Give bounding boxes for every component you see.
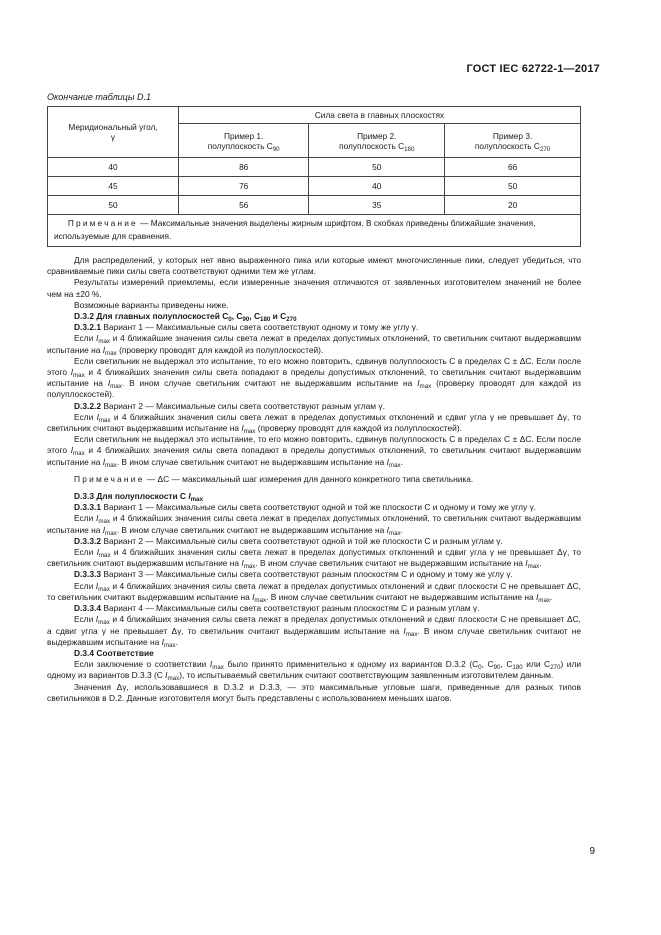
- text-run: . В ином случае светильник считают не выдержавшим испытание на: [116, 524, 387, 535]
- text-run: . В ином случае светильник считают не выдержавшим испытание на: [121, 378, 418, 389]
- text-run: 90: [493, 664, 501, 672]
- page-number: 9: [589, 846, 595, 857]
- text-run: I: [96, 411, 99, 422]
- text-run: max: [538, 596, 550, 604]
- paragraph: [47, 434, 581, 468]
- text-run: Вариант 1 — Максимальные силы света соответствуют одному и тому же углу γ.: [101, 322, 419, 333]
- text-run: max: [190, 496, 204, 504]
- text-run: Если: [74, 614, 96, 625]
- text-run: I: [95, 333, 99, 344]
- text-run: I: [241, 558, 244, 569]
- text-run: I: [161, 636, 164, 647]
- text-run: I: [188, 491, 191, 502]
- text-run: 90: [242, 316, 250, 324]
- table-cell: 86: [179, 158, 309, 177]
- paragraph: [47, 300, 581, 311]
- text-run: и 4 ближайших значения силы света лежат в пределах допустимых отклонений, то светильник считают выдержавшим испытание на: [47, 513, 581, 535]
- text-run: Значения Δγ, использовавшиеся в D.3.2 и D.3.3, — это максимальные угловые шаги, приведенные для разных типов светильников в D.2. Данные изготовителя могут быть представлены с использованием меньших шагов.: [47, 681, 581, 703]
- text-run: max: [388, 461, 401, 469]
- paragraph: [47, 581, 581, 603]
- text-run: D.3.3.3: [74, 569, 102, 580]
- text-run: max: [110, 383, 122, 391]
- text-run: Вариант 4 — Максимальные силы света соответствуют разным плоскостям С и разным углам γ.: [101, 603, 480, 614]
- table-cell: 45: [48, 177, 179, 196]
- text-run: max: [98, 416, 111, 424]
- text-run: max: [388, 529, 401, 537]
- text-run: Вариант 3 — Максимальные силы света соответствуют разным плоскостям С и одному и тому же углу γ.: [101, 569, 513, 580]
- text-run: и 4 ближайших значения силы света лежат в пределах допустимых отклонений и сдвиг плоскости С не превышает ΔС, то светильник считают выдержавшим испытание на: [47, 580, 581, 602]
- text-run: , С: [481, 659, 494, 670]
- text-run: I: [386, 456, 389, 467]
- text-run: (проверку проводят для каждой из полуплоскостей).: [47, 378, 581, 400]
- text-run: max: [212, 664, 224, 672]
- text-run: max: [73, 372, 85, 380]
- paragraph: [47, 401, 581, 412]
- paragraph: [47, 412, 581, 434]
- text-run: I: [525, 558, 528, 569]
- table-cell: 40: [309, 177, 445, 196]
- text-run: max: [73, 450, 85, 458]
- text-run: и 4 ближайших значения силы света лежат в пределах допустимых отклонений и сдвиг угла γ не превышает Δγ, то светильник считают выдержавшим испытание на: [47, 411, 581, 434]
- text-run: max: [243, 428, 256, 436]
- table-note: [48, 215, 581, 247]
- text-run: и 4 ближайших значения силы света лежат в пределах допустимых отклонений и сдвиг плоскости С не превышает ΔС, а сдвиг угла γ не превышает Δγ, то светильник считают выдержавшим испытание на: [47, 614, 581, 636]
- paragraph: [47, 569, 581, 580]
- text-run: max: [98, 619, 110, 627]
- header-meridional-angle-line2: γ: [110, 132, 116, 142]
- text-run: (проверку проводят для каждой из полуплоскостей).: [116, 344, 324, 355]
- text-run: I: [417, 378, 420, 389]
- text-run: I: [95, 614, 99, 625]
- text-run: Если: [74, 333, 96, 344]
- text-run: I: [241, 423, 244, 434]
- text-run: I: [102, 344, 106, 355]
- text-run: I: [96, 513, 99, 524]
- text-run: и 4 ближайших значения силы света лежат в пределах допустимых отклонений и сдвиг угла γ не превышает Δγ, то светильник считают выдержавшим испытание на: [47, 547, 581, 569]
- text-run: Для распределений, у которых нет явно выраженного пика или которые имеют многочисленные пики, следует убедиться, что сравниваемые пики силы света соответствуют одними тем же углам.: [47, 255, 581, 277]
- text-run: 270: [286, 316, 297, 324]
- paragraph: [47, 513, 581, 535]
- text-run: (проверку проводят для каждой из полуплоскостей).: [255, 423, 462, 434]
- paragraph: [47, 356, 581, 401]
- paragraph: [47, 547, 581, 569]
- table-note-text: — Максимальные значения выделены жирным шрифтом. В скобках приведены ближайшие значения, используемые для сравнения.: [54, 218, 536, 241]
- text-run: D.3.2.1: [74, 322, 102, 333]
- header-meridional-angle: [48, 107, 179, 158]
- text-run: max: [405, 630, 418, 638]
- text-run: I: [165, 670, 168, 681]
- text-run: и 4 ближайшие значения силы света лежат в пределах допустимых отклонений, то светильник считают выдержавшим испытание на: [47, 333, 581, 355]
- text-run: max: [98, 338, 111, 346]
- paragraph: [47, 536, 581, 547]
- text-run: , С: [249, 311, 260, 322]
- text-run: D.3.2.2: [74, 400, 102, 411]
- text-run: D.3.3.4: [74, 603, 102, 614]
- text-run: Результаты измерений приемлемы, если измеренные значения отличаются от заявленных изготовителем значений не более чем на ±20 %.: [47, 277, 581, 299]
- table-cell: 50: [48, 196, 179, 215]
- header-example-2-plane: полуплоскость $С_{180}$: [339, 140, 415, 153]
- paragraph: [47, 333, 581, 355]
- text-run: и 4 ближайших значения силы света попадают в пределы допустимых отклонений, то светильник считают выдержавшим испытание на: [47, 445, 582, 467]
- text-run: max: [163, 641, 176, 649]
- text-run: max: [419, 383, 432, 391]
- text-run: или С: [522, 659, 551, 670]
- header-example-1-plane: полуплоскость $С_{90}$: [207, 140, 280, 153]
- text-run: I: [107, 378, 111, 389]
- text-run: I: [102, 456, 106, 467]
- text-run: Если: [74, 513, 97, 524]
- paragraph: [47, 682, 581, 704]
- text-run: Если светильник не выдержал это испытание, то его можно повторить, сдвинув полуплоскость С в пределах С ± ΔС. Если после этого: [47, 355, 581, 378]
- table-cell: 66: [445, 158, 581, 177]
- header-example-2-title: Пример 2.: [357, 130, 397, 141]
- text-run: Возможные варианты приведены ниже.: [74, 299, 229, 310]
- text-run: I: [386, 524, 389, 535]
- text-run: Если: [74, 411, 97, 422]
- text-run: . В ином случае светильник считают не выдержавшим испытание на: [255, 558, 526, 569]
- text-run: . В ином случае светильник считают не выдержавшим испытание на: [47, 625, 582, 647]
- table-row: [48, 196, 581, 215]
- text-run: Если: [74, 580, 96, 591]
- paragraph: [47, 603, 581, 614]
- text-run: D.3.3.1: [74, 502, 102, 513]
- document-header: ГОСТ IEC 62722-1—2017: [466, 63, 600, 75]
- text-run: max: [105, 461, 117, 469]
- paragraph: [47, 255, 581, 277]
- text-run: I: [252, 591, 255, 602]
- paragraph: [47, 502, 581, 513]
- table-cell: 35: [309, 196, 445, 215]
- text-run: — ΔС — максимальный шаг измерения для данного конкретного типа светильника.: [144, 473, 474, 484]
- paragraph: [47, 648, 581, 659]
- text-run: Если заключение о соответствии: [74, 659, 210, 670]
- text-run: max: [98, 585, 110, 593]
- text-run: 0: [478, 664, 482, 672]
- text-run: I: [95, 580, 99, 591]
- text-run: D.3.2 Для главных полуплоскостей С: [74, 311, 229, 322]
- table-cell: 20: [445, 196, 581, 215]
- header-meridional-angle-line1: Меридиональный угол,: [68, 122, 158, 132]
- paragraph: [47, 659, 581, 681]
- text-run: и 4 ближайших значения силы света попадают в пределы допустимых отклонений, то светильник считают выдержавшим испытание на: [47, 367, 582, 389]
- table-cell: 50: [445, 177, 581, 196]
- text-run: Вариант 1 — Максимальные силы света соответствуют одной и той же плоскости С и одному и тому же углу γ.: [101, 502, 537, 513]
- text-run: max: [527, 563, 540, 571]
- text-run: и С: [270, 311, 287, 322]
- text-run: Если светильник не выдержал это испытание, то его можно повторить, сдвинув полуплоскость С в пределах С ± ΔС. Если после этого: [47, 434, 581, 456]
- header-example-3-plane: полуплоскость $С_{270}$: [474, 140, 551, 153]
- text-run: , С: [500, 659, 513, 670]
- text-run: max: [167, 675, 180, 683]
- text-run: I: [535, 591, 539, 602]
- text-run: max: [243, 563, 256, 571]
- text-run: . В ином случае светильник считают не выдержавшим испытание на: [116, 456, 387, 467]
- paragraph: [47, 614, 581, 648]
- table-row: [48, 158, 581, 177]
- text-run: ), то испытываемый светильник считают соответствующим заявленным изготовителем данным.: [179, 670, 554, 681]
- header-example-2: [309, 124, 445, 158]
- text-run: Вариант 2 — Максимальные силы света соответствуют одной и той же плоскости С и разным углам γ.: [101, 535, 503, 546]
- header-example-3: [445, 124, 581, 158]
- header-example-1: [179, 124, 309, 158]
- text-run: .: [175, 636, 178, 647]
- paragraph: [47, 277, 581, 299]
- header-group-intensity: Сила света в главных плоскостях: [179, 107, 581, 124]
- table-cell: 76: [179, 177, 309, 196]
- text-run: 180: [260, 316, 271, 324]
- text-run: I: [403, 625, 406, 636]
- text-run: Примечание: [74, 473, 145, 484]
- text-run: max: [98, 552, 111, 560]
- text-run: .: [400, 524, 403, 535]
- text-run: 270: [550, 664, 561, 672]
- table-row: [48, 177, 581, 196]
- text-run: I: [70, 367, 74, 378]
- text-run: I: [209, 659, 213, 670]
- luminous-intensity-table: [47, 106, 581, 247]
- text-run: max: [105, 349, 117, 357]
- text-run: , С: [231, 311, 243, 322]
- text-run: Если: [74, 547, 97, 558]
- text-run: 180: [512, 664, 523, 672]
- text-run: 0: [228, 316, 232, 324]
- text-run: . В ином случае светильник считают не выдержавшим испытание на: [266, 591, 536, 602]
- table-cell: 50: [309, 158, 445, 177]
- paragraph: [47, 491, 581, 502]
- text-run: I: [102, 524, 106, 535]
- header-example-1-title: Пример 1.: [223, 130, 264, 141]
- paragraph: [47, 474, 581, 485]
- body-text: [47, 255, 581, 704]
- paragraph: [47, 322, 581, 333]
- table-cell: 56: [179, 196, 309, 215]
- text-run: Вариант 2 — Максимальные силы света соответствуют разным углам γ.: [101, 400, 385, 411]
- text-run: max: [254, 596, 267, 604]
- text-run: ) или одному из вариантов D.3.3 (С: [47, 659, 582, 681]
- text-run: .: [539, 558, 542, 569]
- text-run: D.3.4 Соответствие: [74, 647, 154, 658]
- text-run: max: [105, 529, 117, 537]
- table-caption: Окончание таблицы D.1: [47, 92, 151, 102]
- text-run: D.3.3 Для полуплоскости С: [74, 491, 189, 502]
- text-run: .: [400, 456, 403, 467]
- text-run: D.3.3.2: [74, 535, 102, 546]
- header-example-3-title: Пример 3.: [492, 130, 533, 141]
- paragraph: [47, 311, 581, 322]
- text-run: I: [96, 547, 99, 558]
- table-note-label: Примечание: [67, 218, 138, 228]
- text-run: было принято применительно к одному из вариантов D.3.2 (С: [223, 659, 479, 670]
- table-cell: 40: [48, 158, 179, 177]
- text-run: max: [98, 518, 111, 526]
- text-run: .: [550, 591, 553, 602]
- text-run: I: [70, 445, 74, 456]
